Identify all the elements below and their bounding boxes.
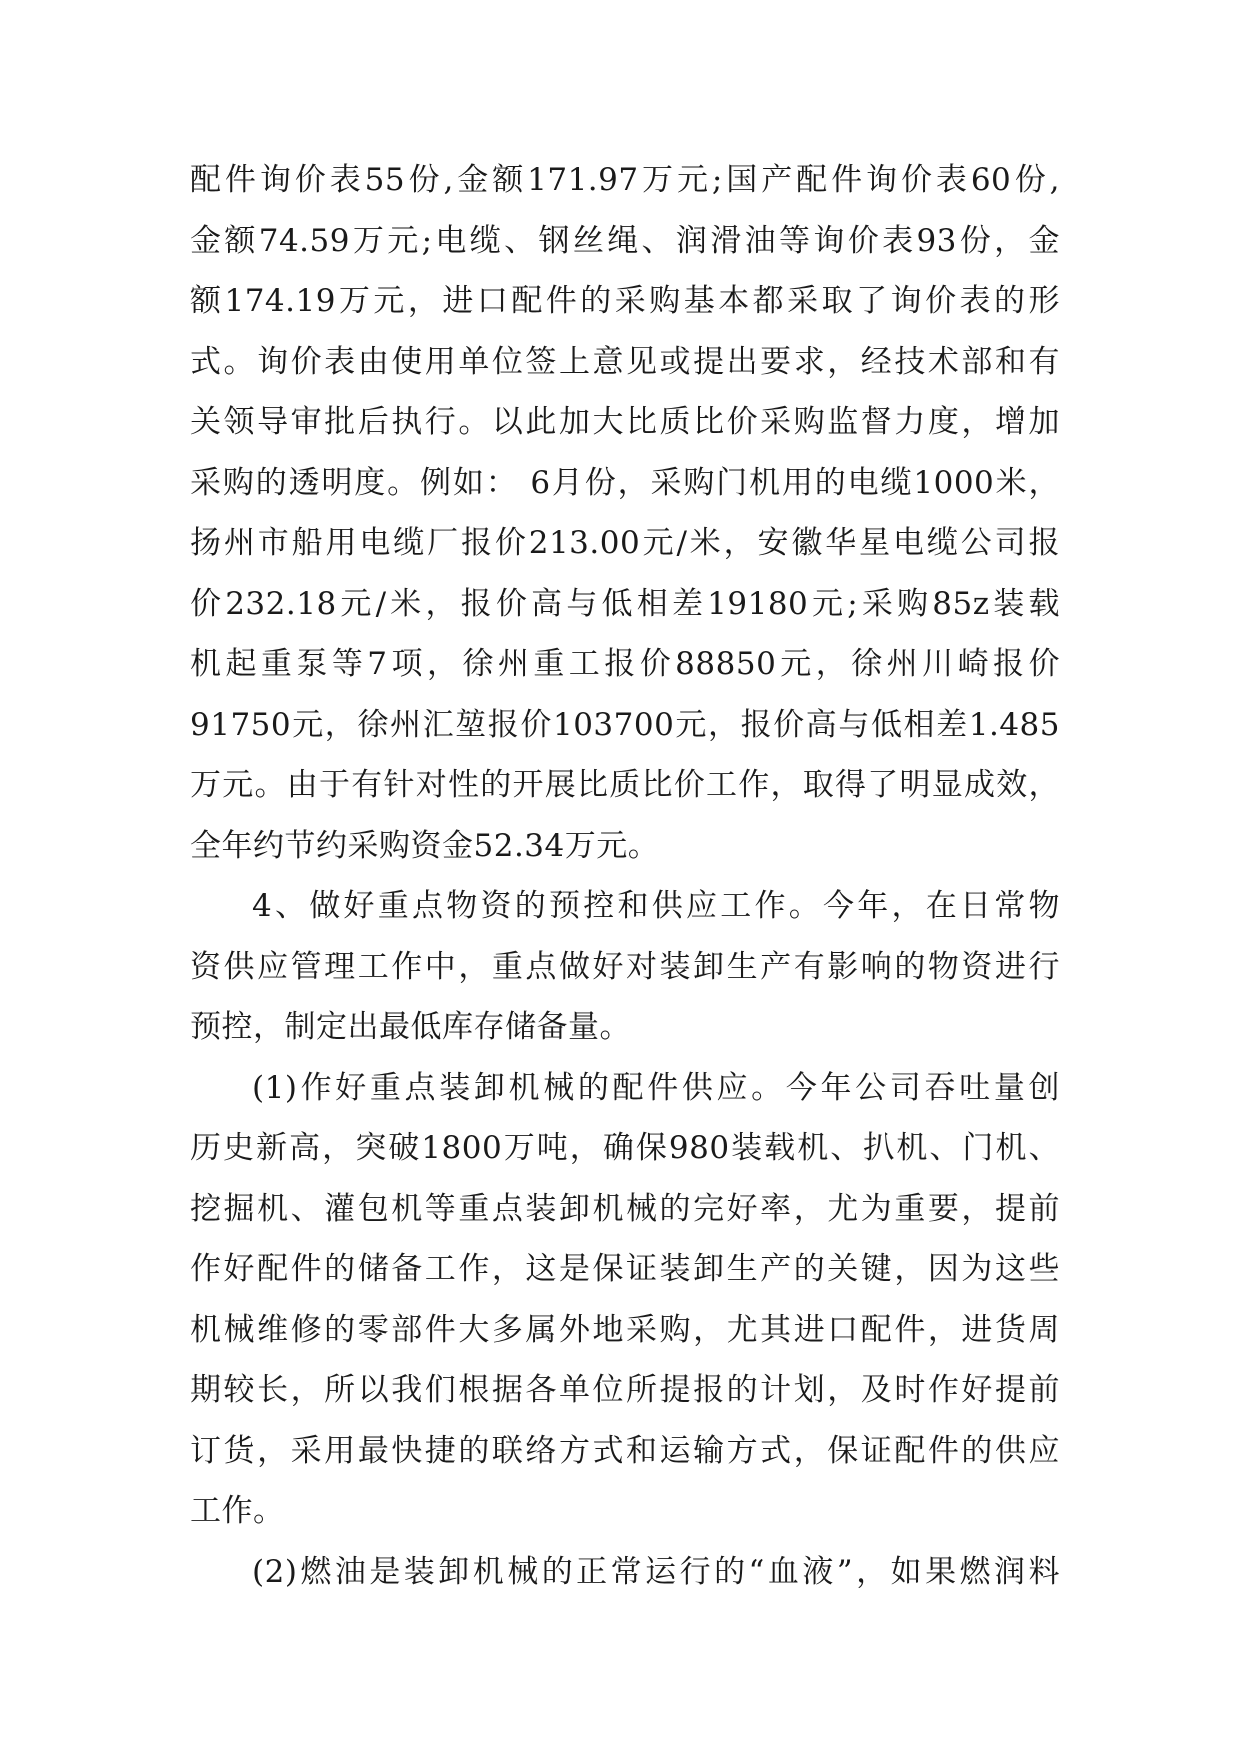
text-line: 关领导审批后执行。以此加大比质比价采购监督力度，增加: [190, 404, 1060, 440]
text-line: 采购的透明度。例如： 6月份，采购门机用的电缆1000米，: [190, 464, 1060, 501]
text-line: 机械维修的零部件大多属外地采购，尤其进口配件，进货周: [190, 1311, 1060, 1348]
text-line: 扬州市船用电缆厂报价213.00元/米，安徽华星电缆公司报: [190, 525, 1060, 561]
text-line: 挖掘机、灌包机等重点装卸机械的完好率，尤为重要，提前: [190, 1190, 1060, 1227]
text-line: 期较长，所以我们根据各单位所提报的计划，及时作好提前: [190, 1372, 1060, 1408]
document-body: [190, 150, 1060, 1602]
text-line: 金额74.59万元;电缆、钢丝绳、润滑油等询价表93份，金: [190, 222, 1060, 259]
text-line: 机起重泵等7项，徐州重工报价88850元，徐州川崎报价: [190, 646, 1060, 682]
text-line: (2)燃油是装卸机械的正常运行的“血液”，如果燃润料: [252, 1553, 1060, 1590]
text-line: 万元。由于有针对性的开展比质比价工作，取得了明显成效，: [190, 767, 1060, 803]
text-line: 91750元，徐州汇堃报价103700元，报价高与低相差1.485: [190, 706, 1060, 743]
text-line: 额174.19万元，进口配件的采购基本都采取了询价表的形: [190, 283, 1060, 319]
text-line: 资供应管理工作中，重点做好对装卸生产有影响的物资进行: [190, 948, 1060, 985]
text-line: 订货，采用最快捷的联络方式和运输方式，保证配件的供应: [190, 1432, 1060, 1469]
text-line: 4、做好重点物资的预控和供应工作。今年，在日常物: [252, 888, 1060, 924]
text-line: 配件询价表55份,金额171.97万元;国产配件询价表60份,: [190, 162, 1060, 198]
text-line: 价232.18元/米，报价高与低相差19180元;采购85z装载: [190, 585, 1060, 622]
text-line: 全年约节约采购资金52.34万元。: [190, 827, 660, 864]
text-line: 作好配件的储备工作，这是保证装卸生产的关键，因为这些: [190, 1251, 1060, 1287]
text-line: 式。询价表由使用单位签上意见或提出要求，经技术部和有: [190, 343, 1060, 380]
text-line: 预控，制定出最低库存储备量。: [190, 1009, 631, 1045]
text-line: 历史新高，突破1800万吨，确保980装载机、扒机、门机、: [190, 1130, 1060, 1166]
text-line: (1)作好重点装卸机械的配件供应。今年公司吞吐量创: [252, 1069, 1060, 1106]
text-line: 工作。: [190, 1493, 285, 1529]
